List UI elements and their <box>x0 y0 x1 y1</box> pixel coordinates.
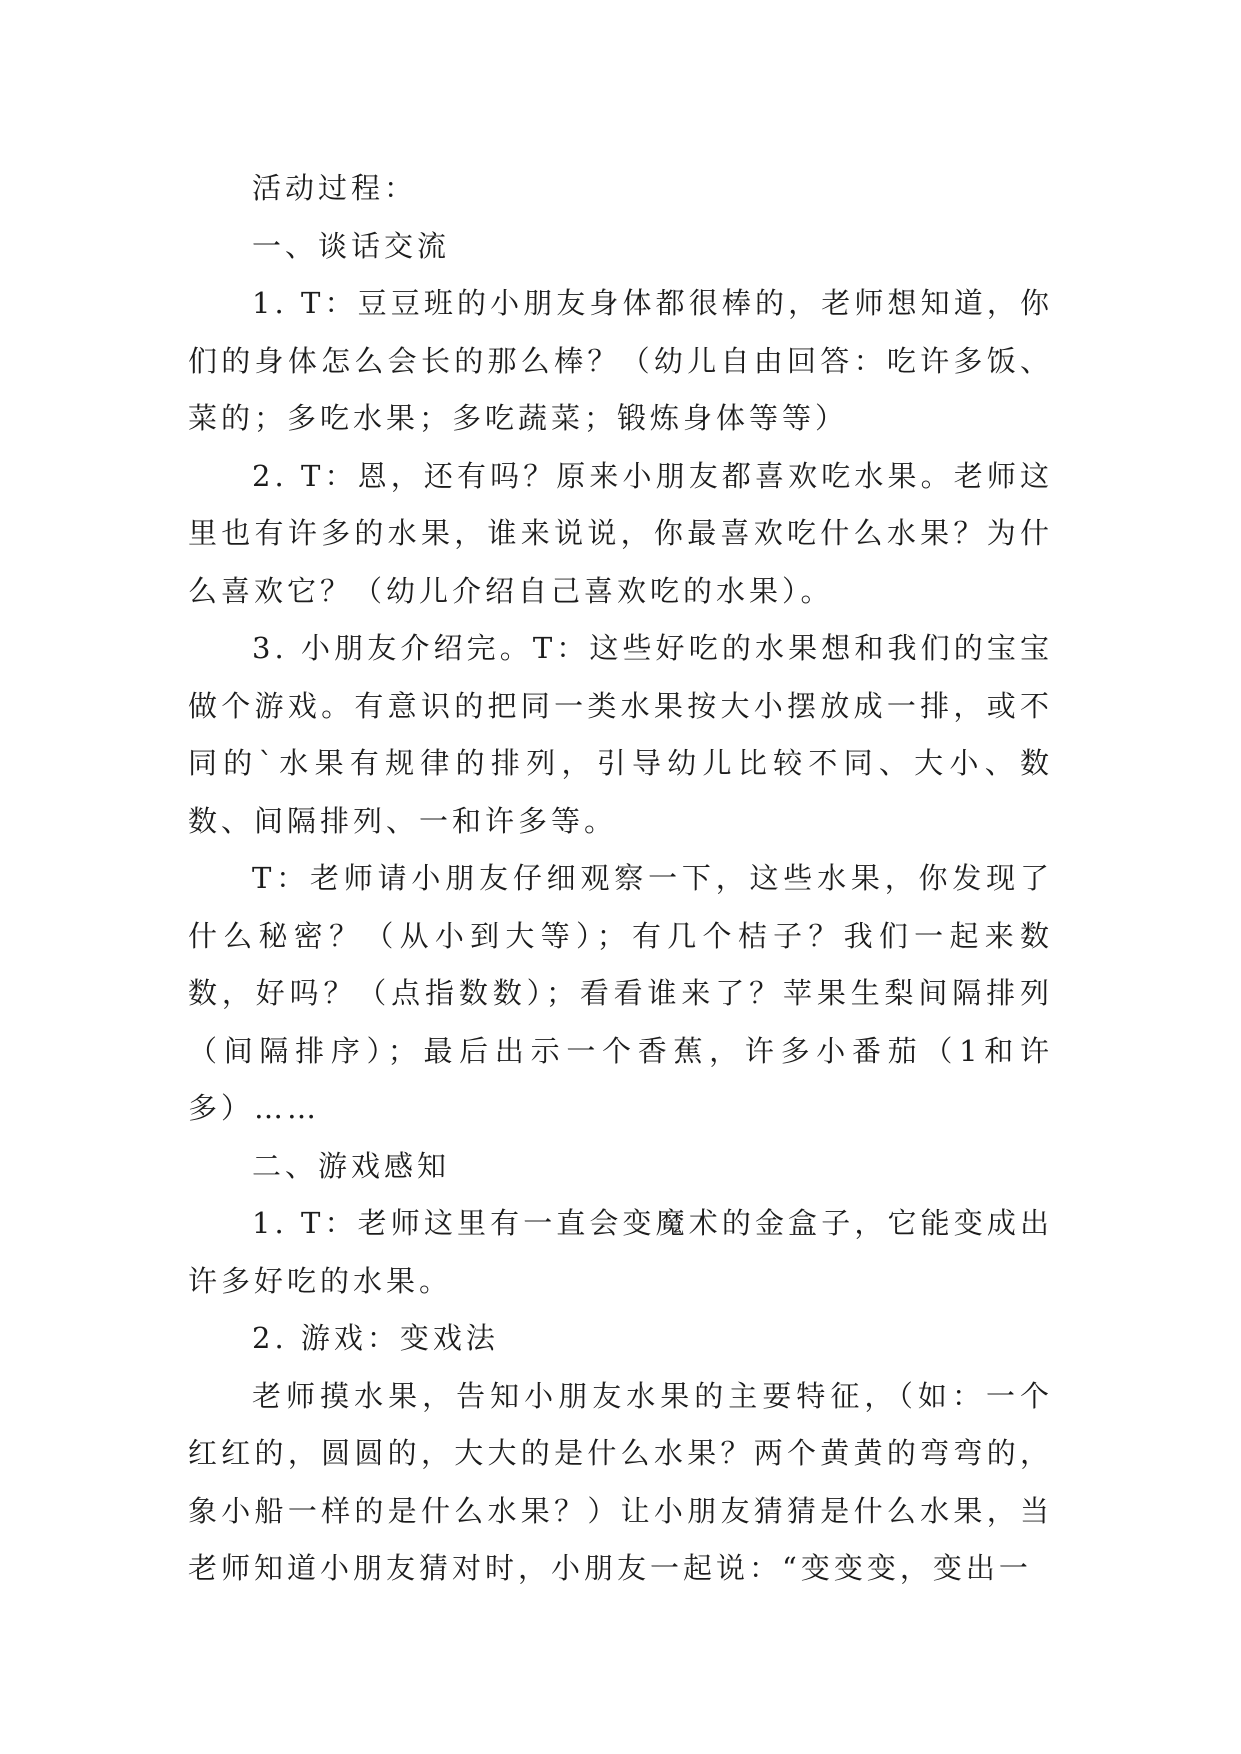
paragraph-activity-process: 活动过程： <box>252 171 418 205</box>
document-body <box>188 160 1053 1598</box>
paragraph-step-1: 1. T：豆豆班的小朋友身体都很棒的，老师想知道，你们的身体怎么会长的那么棒？（幼儿自由回答：吃许多饭、菜的；多吃水果；多吃蔬菜；锻炼身体等等） <box>188 286 1053 435</box>
paragraph-observation: T：老师请小朋友仔细观察一下，这些水果，你发现了什么秘密？（从小到大等）；有几个桔子？我们一起来数数，好吗？（点指数数）；看看谁来了？苹果生梨间隔排列（间隔排序）；最后出示一个香蕉，许多小番茄（1和许多）…… <box>188 861 1053 1125</box>
paragraph-magic-box: 1. T：老师这里有一直会变魔术的金盒子，它能变成出许多好吃的水果。 <box>188 1206 1053 1298</box>
heading-game-perception: 二、游戏感知 <box>252 1148 451 1183</box>
heading-conversation: 一、谈话交流 <box>252 228 451 263</box>
paragraph-step-3: 3. 小朋友介绍完。T：这些好吃的水果想和我们的宝宝做个游戏。有意识的把同一类水果按大小摆放成一排，或不同的`水果有规律的排列，引导幼儿比较不同、大小、数数、间隔排列、一和许多等。 <box>188 631 1053 838</box>
paragraph-game-description: 老师摸水果，告知小朋友水果的主要特征，（如：一个红红的，圆圆的，大大的是什么水果？两个黄黄的弯弯的，象小船一样的是什么水果？）让小朋友猜猜是什么水果，当老师知道小朋友猜对时，小朋友一起说：“变变变，变出一 <box>188 1378 1053 1585</box>
paragraph-game-title: 2. 游戏：变戏法 <box>252 1321 499 1355</box>
paragraph-step-2: 2. T：恩，还有吗？原来小朋友都喜欢吃水果。老师这里也有许多的水果，谁来说说，你最喜欢吃什么水果？为什么喜欢它？（幼儿介绍自己喜欢吃的水果）。 <box>188 458 1053 608</box>
